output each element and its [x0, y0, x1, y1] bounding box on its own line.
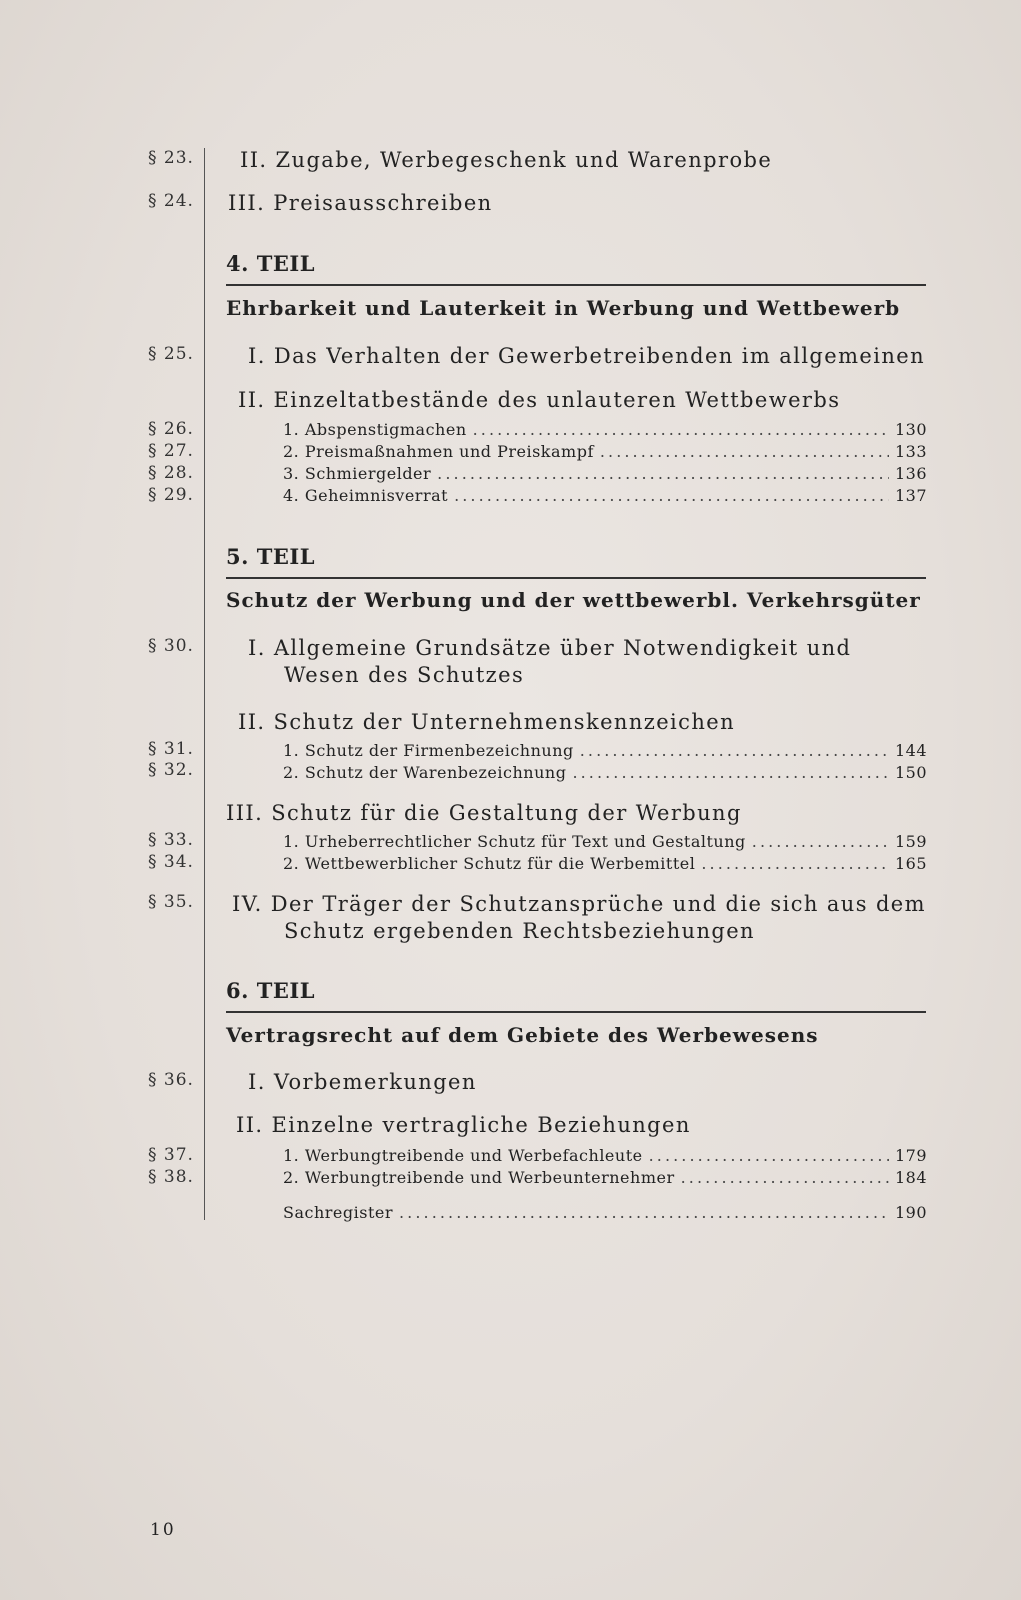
part-title: 4. TEIL — [226, 251, 315, 276]
toc-entry-label: 2. Preismaßnahmen und Preiskampf — [283, 442, 594, 461]
section-heading: IV. Der Träger der Schutzansprüche und die sich aus dem — [232, 892, 926, 916]
paragraph-marker: § 33. — [148, 830, 194, 850]
page-number: 10 — [150, 1520, 176, 1540]
section-heading: II. Einzelne vertragliche Beziehungen — [236, 1113, 691, 1137]
toc-entry-label: 2. Schutz der Warenbezeichnung — [283, 763, 567, 782]
toc-entry-page: 159 — [894, 832, 927, 851]
toc-entry-label: 3. Schmiergelder — [283, 464, 432, 483]
toc-entry-label: 2. Werbungtreibende und Werbeunternehmer — [283, 1168, 675, 1187]
leader-dots — [580, 741, 889, 760]
section-heading-continued: Schutz ergebenden Rechtsbeziehungen — [284, 919, 755, 943]
paragraph-marker: § 37. — [148, 1145, 194, 1165]
leader-dots — [454, 486, 889, 505]
paragraph-marker: § 31. — [148, 739, 194, 759]
leader-dots — [681, 1168, 889, 1187]
leader-dots — [701, 854, 889, 873]
paragraph-marker: § 28. — [148, 463, 194, 483]
part-subtitle: Vertragsrecht auf dem Gebiete des Werbewesens — [226, 1023, 819, 1047]
toc-entry-page: 137 — [894, 486, 927, 505]
toc-entry-page: 184 — [894, 1168, 927, 1187]
toc-entry-page: 190 — [894, 1203, 927, 1222]
leader-dots — [399, 1203, 889, 1222]
toc-entry-page: 150 — [894, 763, 927, 782]
part-title: 6. TEIL — [226, 978, 315, 1003]
paragraph-marker: § 25. — [148, 344, 194, 364]
leader-dots — [572, 763, 889, 782]
leader-dots — [752, 832, 889, 851]
part-subtitle: Ehrbarkeit und Lauterkeit in Werbung und Wettbewerb — [226, 296, 901, 320]
toc-entry — [283, 1168, 927, 1187]
toc-entry-label: 1. Abspenstigmachen — [283, 420, 467, 439]
toc-entry-label: 1. Schutz der Firmenbezeichnung — [283, 741, 574, 760]
toc-entry — [283, 464, 927, 483]
paragraph-marker: § 27. — [148, 441, 194, 461]
section-heading: II. Einzeltatbestände des unlauteren Wettbewerbs — [238, 388, 841, 412]
toc-entry-page: 144 — [894, 741, 927, 760]
toc-entry — [283, 1146, 927, 1165]
paragraph-marker: § 23. — [148, 148, 194, 168]
section-heading: III. Preisausschreiben — [228, 191, 493, 215]
toc-entry — [283, 832, 927, 851]
paragraph-marker: § 29. — [148, 485, 194, 505]
paragraph-marker: § 34. — [148, 852, 194, 872]
toc-entry-label: 1. Werbungtreibende und Werbefachleute — [283, 1146, 643, 1165]
paragraph-marker: § 26. — [148, 419, 194, 439]
section-heading: I. Allgemeine Grundsätze über Notwendigkeit und — [248, 636, 852, 660]
toc-entry-label: 2. Wettbewerblicher Schutz für die Werbemittel — [283, 854, 696, 873]
toc-entry-page: 179 — [894, 1146, 927, 1165]
toc-entry-label: 4. Geheimnisverrat — [283, 486, 449, 505]
section-heading: II. Zugabe, Werbegeschenk und Warenprobe — [240, 148, 773, 172]
toc-entry — [283, 854, 927, 873]
paragraph-marker: § 36. — [148, 1070, 194, 1090]
leader-dots — [437, 464, 889, 483]
toc-entry — [283, 420, 927, 439]
leader-dots — [600, 442, 889, 461]
part-rule — [226, 284, 926, 286]
part-rule — [226, 577, 926, 579]
toc-entry-page: 165 — [894, 854, 927, 873]
toc-entry — [283, 741, 927, 760]
toc-entry — [283, 763, 927, 782]
margin-rule — [204, 148, 205, 1220]
paragraph-marker: § 35. — [148, 892, 194, 912]
section-heading-continued: Wesen des Schutzes — [284, 663, 525, 687]
toc-entry-label: Sachregister — [283, 1203, 393, 1222]
paragraph-marker: § 30. — [148, 636, 194, 656]
part-title: 5. TEIL — [226, 544, 315, 569]
toc-entry-page: 136 — [894, 464, 927, 483]
paragraph-marker: § 24. — [148, 191, 194, 211]
section-heading: III. Schutz für die Gestaltung der Werbung — [226, 801, 742, 825]
toc-entry — [283, 486, 927, 505]
paragraph-marker: § 32. — [148, 760, 194, 780]
toc-entry — [283, 442, 927, 461]
toc-entry-page: 130 — [894, 420, 927, 439]
leader-dots — [473, 420, 889, 439]
section-heading: I. Vorbemerkungen — [248, 1070, 477, 1094]
toc-entry-register — [283, 1203, 927, 1222]
section-heading: I. Das Verhalten der Gewerbetreibenden im allgemeinen — [248, 344, 926, 368]
leader-dots — [649, 1146, 889, 1165]
part-rule — [226, 1011, 926, 1013]
toc-entry-page: 133 — [894, 442, 927, 461]
section-heading: II. Schutz der Unternehmenskennzeichen — [238, 710, 735, 734]
part-subtitle: Schutz der Werbung und der wettbewerbl. Verkehrsgüter — [226, 588, 921, 612]
paragraph-marker: § 38. — [148, 1167, 194, 1187]
toc-entry-label: 1. Urheberrechtlicher Schutz für Text und Gestaltung — [283, 832, 746, 851]
